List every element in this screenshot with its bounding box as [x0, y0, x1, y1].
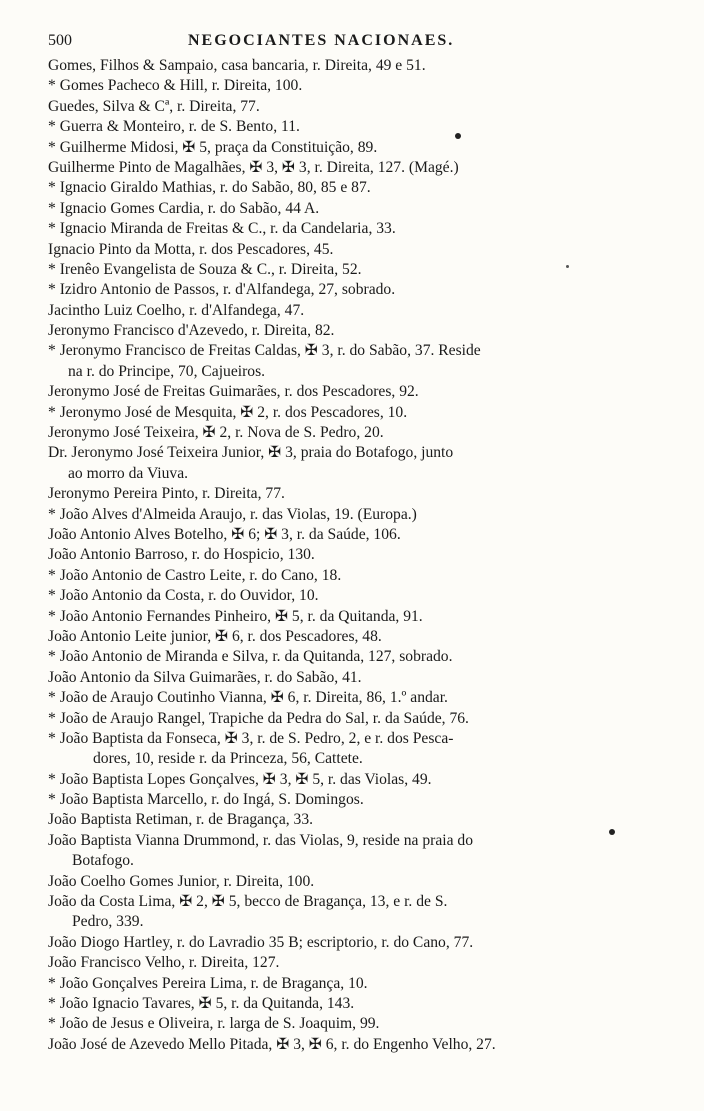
directory-entry — [48, 525, 648, 545]
directory-entry — [48, 872, 648, 892]
entry-line: * João Antonio da Costa, r. do Ouvidor, 10. — [48, 587, 319, 605]
directory-entry — [48, 301, 648, 321]
entry-line: Jacintho Luiz Coelho, r. d'Alfandega, 47. — [48, 301, 305, 319]
entry-line: João Baptista Vianna Drummond, r. das Violas, 9, reside na praia do — [48, 831, 473, 849]
directory-entry — [48, 138, 648, 158]
entry-line: * João Baptista Lopes Gonçalves, ✠ 3, ✠ 5, r. das Violas, 49. — [48, 770, 432, 788]
entry-line: João Antonio da Silva Guimarães, r. do Sabão, 41. — [48, 668, 362, 686]
directory-entry — [48, 586, 648, 606]
entry-line: João Diogo Hartley, r. do Lavradio 35 B; escriptorio, r. do Cano, 77. — [48, 933, 474, 951]
entry-line: * Ignacio Gomes Cardia, r. do Sabão, 44 A. — [48, 199, 320, 217]
entry-line: João Antonio Barroso, r. do Hospicio, 130. — [48, 546, 315, 564]
entry-line: * Ignacio Giraldo Mathias, r. do Sabão, 80, 85 e 87. — [48, 179, 371, 197]
entry-line: Jeronymo José de Freitas Guimarães, r. dos Pescadores, 92. — [48, 383, 419, 401]
directory-entry — [48, 199, 648, 219]
entry-line: * Guerra & Monteiro, r. de S. Bento, 11. — [48, 118, 300, 136]
entry-line: * João Antonio de Castro Leite, r. do Cano, 18. — [48, 566, 342, 584]
entry-line: * João Alves d'Almeida Araujo, r. das Violas, 19. (Europa.) — [48, 505, 417, 523]
entry-line: João José de Azevedo Mello Pitada, ✠ 3, ✠ 6, r. do Engenho Velho, 27. — [48, 1035, 496, 1053]
directory-entry — [48, 953, 648, 973]
entry-line: João da Costa Lima, ✠ 2, ✠ 5, becco de Bragança, 13, e r. de S. — [48, 893, 448, 911]
entry-line: Gomes, Filhos & Sampaio, casa bancaria, r. Direita, 49 e 51. — [48, 57, 426, 74]
directory-entry — [48, 403, 648, 423]
entry-continuation-line: dores, 10, reside r. da Princeza, 56, Cattete. — [93, 750, 363, 768]
entry-line: * Jeronymo Francisco de Freitas Caldas, ✠ 3, r. do Sabão, 37. Reside — [48, 342, 481, 360]
directory-entry — [48, 1014, 648, 1034]
entry-continuation-line: na r. do Principe, 70, Cajueiros. — [68, 362, 266, 380]
directory-entry — [48, 382, 648, 402]
page-number: 500 — [48, 32, 72, 49]
entry-line: * João Ignacio Tavares, ✠ 5, r. da Quitanda, 143. — [48, 994, 355, 1012]
entry-line: Jeronymo Francisco d'Azevedo, r. Direita, 82. — [48, 322, 335, 340]
directory-entry — [48, 545, 648, 565]
directory-entry — [48, 56, 648, 76]
directory-entry — [48, 831, 648, 872]
entry-line: * João de Jesus e Oliveira, r. larga de S. Joaquim, 99. — [48, 1015, 380, 1033]
directory-entry — [48, 280, 648, 300]
directory-entry — [48, 321, 648, 341]
directory-entry — [48, 974, 648, 994]
directory-entry — [48, 566, 648, 586]
entry-line: Ignacio Pinto da Motta, r. dos Pescadores, 45. — [48, 240, 334, 258]
entry-line: * João Baptista Marcello, r. do Ingá, S. Domingos. — [48, 791, 364, 809]
entry-line: João Antonio Alves Botelho, ✠ 6; ✠ 3, r. da Saúde, 106. — [48, 525, 401, 543]
entry-continuation-line: Pedro, 339. — [72, 913, 144, 931]
entry-continuation-line: ao morro da Viuva. — [68, 464, 189, 482]
directory-entry — [48, 709, 648, 729]
directory-entry — [48, 240, 648, 260]
entry-line: Guedes, Silva & Cª, r. Direita, 77. — [48, 97, 260, 115]
directory-entry — [48, 178, 648, 198]
entry-list — [48, 56, 648, 1055]
entry-line: João Coelho Gomes Junior, r. Direita, 100. — [48, 872, 315, 890]
directory-entry — [48, 117, 648, 137]
entry-line: * Irenêo Evangelista de Souza & C., r. Direita, 52. — [48, 260, 362, 278]
directory-entry — [48, 505, 648, 525]
entry-line: * Jeronymo José de Mesquita, ✠ 2, r. dos Pescadores, 10. — [48, 403, 408, 421]
page-header — [48, 32, 648, 54]
entry-line: * Izidro Antonio de Passos, r. d'Alfandega, 27, sobrado. — [48, 281, 396, 299]
entry-line: João Baptista Retiman, r. de Bragança, 33. — [48, 811, 314, 829]
entry-line: João Antonio Leite junior, ✠ 6, r. dos Pescadores, 48. — [48, 627, 382, 645]
entry-line: * João Antonio de Miranda e Silva, r. da Quitanda, 127, sobrado. — [48, 648, 453, 666]
directory-entry — [48, 260, 648, 280]
directory-entry — [48, 443, 648, 484]
entry-line: * Guilherme Midosi, ✠ 5, praça da Constituição, 89. — [48, 138, 378, 156]
directory-entry — [48, 158, 648, 178]
directory-entry — [48, 668, 648, 688]
directory-entry — [48, 607, 648, 627]
directory-entry — [48, 729, 648, 770]
ink-speck — [609, 829, 615, 835]
entry-line: Dr. Jeronymo José Teixeira Junior, ✠ 3, praia do Botafogo, junto — [48, 444, 454, 462]
directory-entry — [48, 688, 648, 708]
running-title: NEGOCIANTES NACIONAES. — [188, 32, 455, 49]
entry-line: * João Gonçalves Pereira Lima, r. de Bragança, 10. — [48, 974, 368, 992]
entry-line: João Francisco Velho, r. Direita, 127. — [48, 954, 280, 972]
directory-entry — [48, 892, 648, 933]
entry-line: * Gomes Pacheco & Hill, r. Direita, 100. — [48, 77, 303, 95]
entry-line: Guilherme Pinto de Magalhães, ✠ 3, ✠ 3, r. Direita, 127. (Magé.) — [48, 158, 459, 176]
entry-line: * João de Araujo Rangel, Trapiche da Pedra do Sal, r. da Saúde, 76. — [48, 709, 469, 727]
directory-entry — [48, 647, 648, 667]
entry-line: Jeronymo Pereira Pinto, r. Direita, 77. — [48, 485, 285, 503]
directory-entry — [48, 790, 648, 810]
entry-continuation-line: Botafogo. — [72, 852, 134, 870]
directory-entry — [48, 627, 648, 647]
directory-entry — [48, 810, 648, 830]
directory-entry — [48, 484, 648, 504]
directory-entry — [48, 76, 648, 96]
directory-entry — [48, 423, 648, 443]
directory-entry — [48, 770, 648, 790]
ink-speck — [455, 133, 461, 139]
entry-line: * João de Araujo Coutinho Vianna, ✠ 6, r. Direita, 86, 1.º andar. — [48, 689, 448, 707]
directory-entry — [48, 97, 648, 117]
entry-line: Jeronymo José Teixeira, ✠ 2, r. Nova de S. Pedro, 20. — [48, 424, 384, 442]
directory-entry — [48, 341, 648, 382]
directory-entry — [48, 219, 648, 239]
directory-entry — [48, 1035, 648, 1055]
directory-entry — [48, 933, 648, 953]
entry-line: * João Antonio Fernandes Pinheiro, ✠ 5, r. da Quitanda, 91. — [48, 607, 423, 625]
directory-entry — [48, 994, 648, 1014]
entry-line: * João Baptista da Fonseca, ✠ 3, r. de S. Pedro, 2, e r. dos Pesca- — [48, 729, 454, 747]
ink-speck — [566, 265, 569, 268]
entry-line: * Ignacio Miranda de Freitas & C., r. da Candelaria, 33. — [48, 220, 396, 238]
